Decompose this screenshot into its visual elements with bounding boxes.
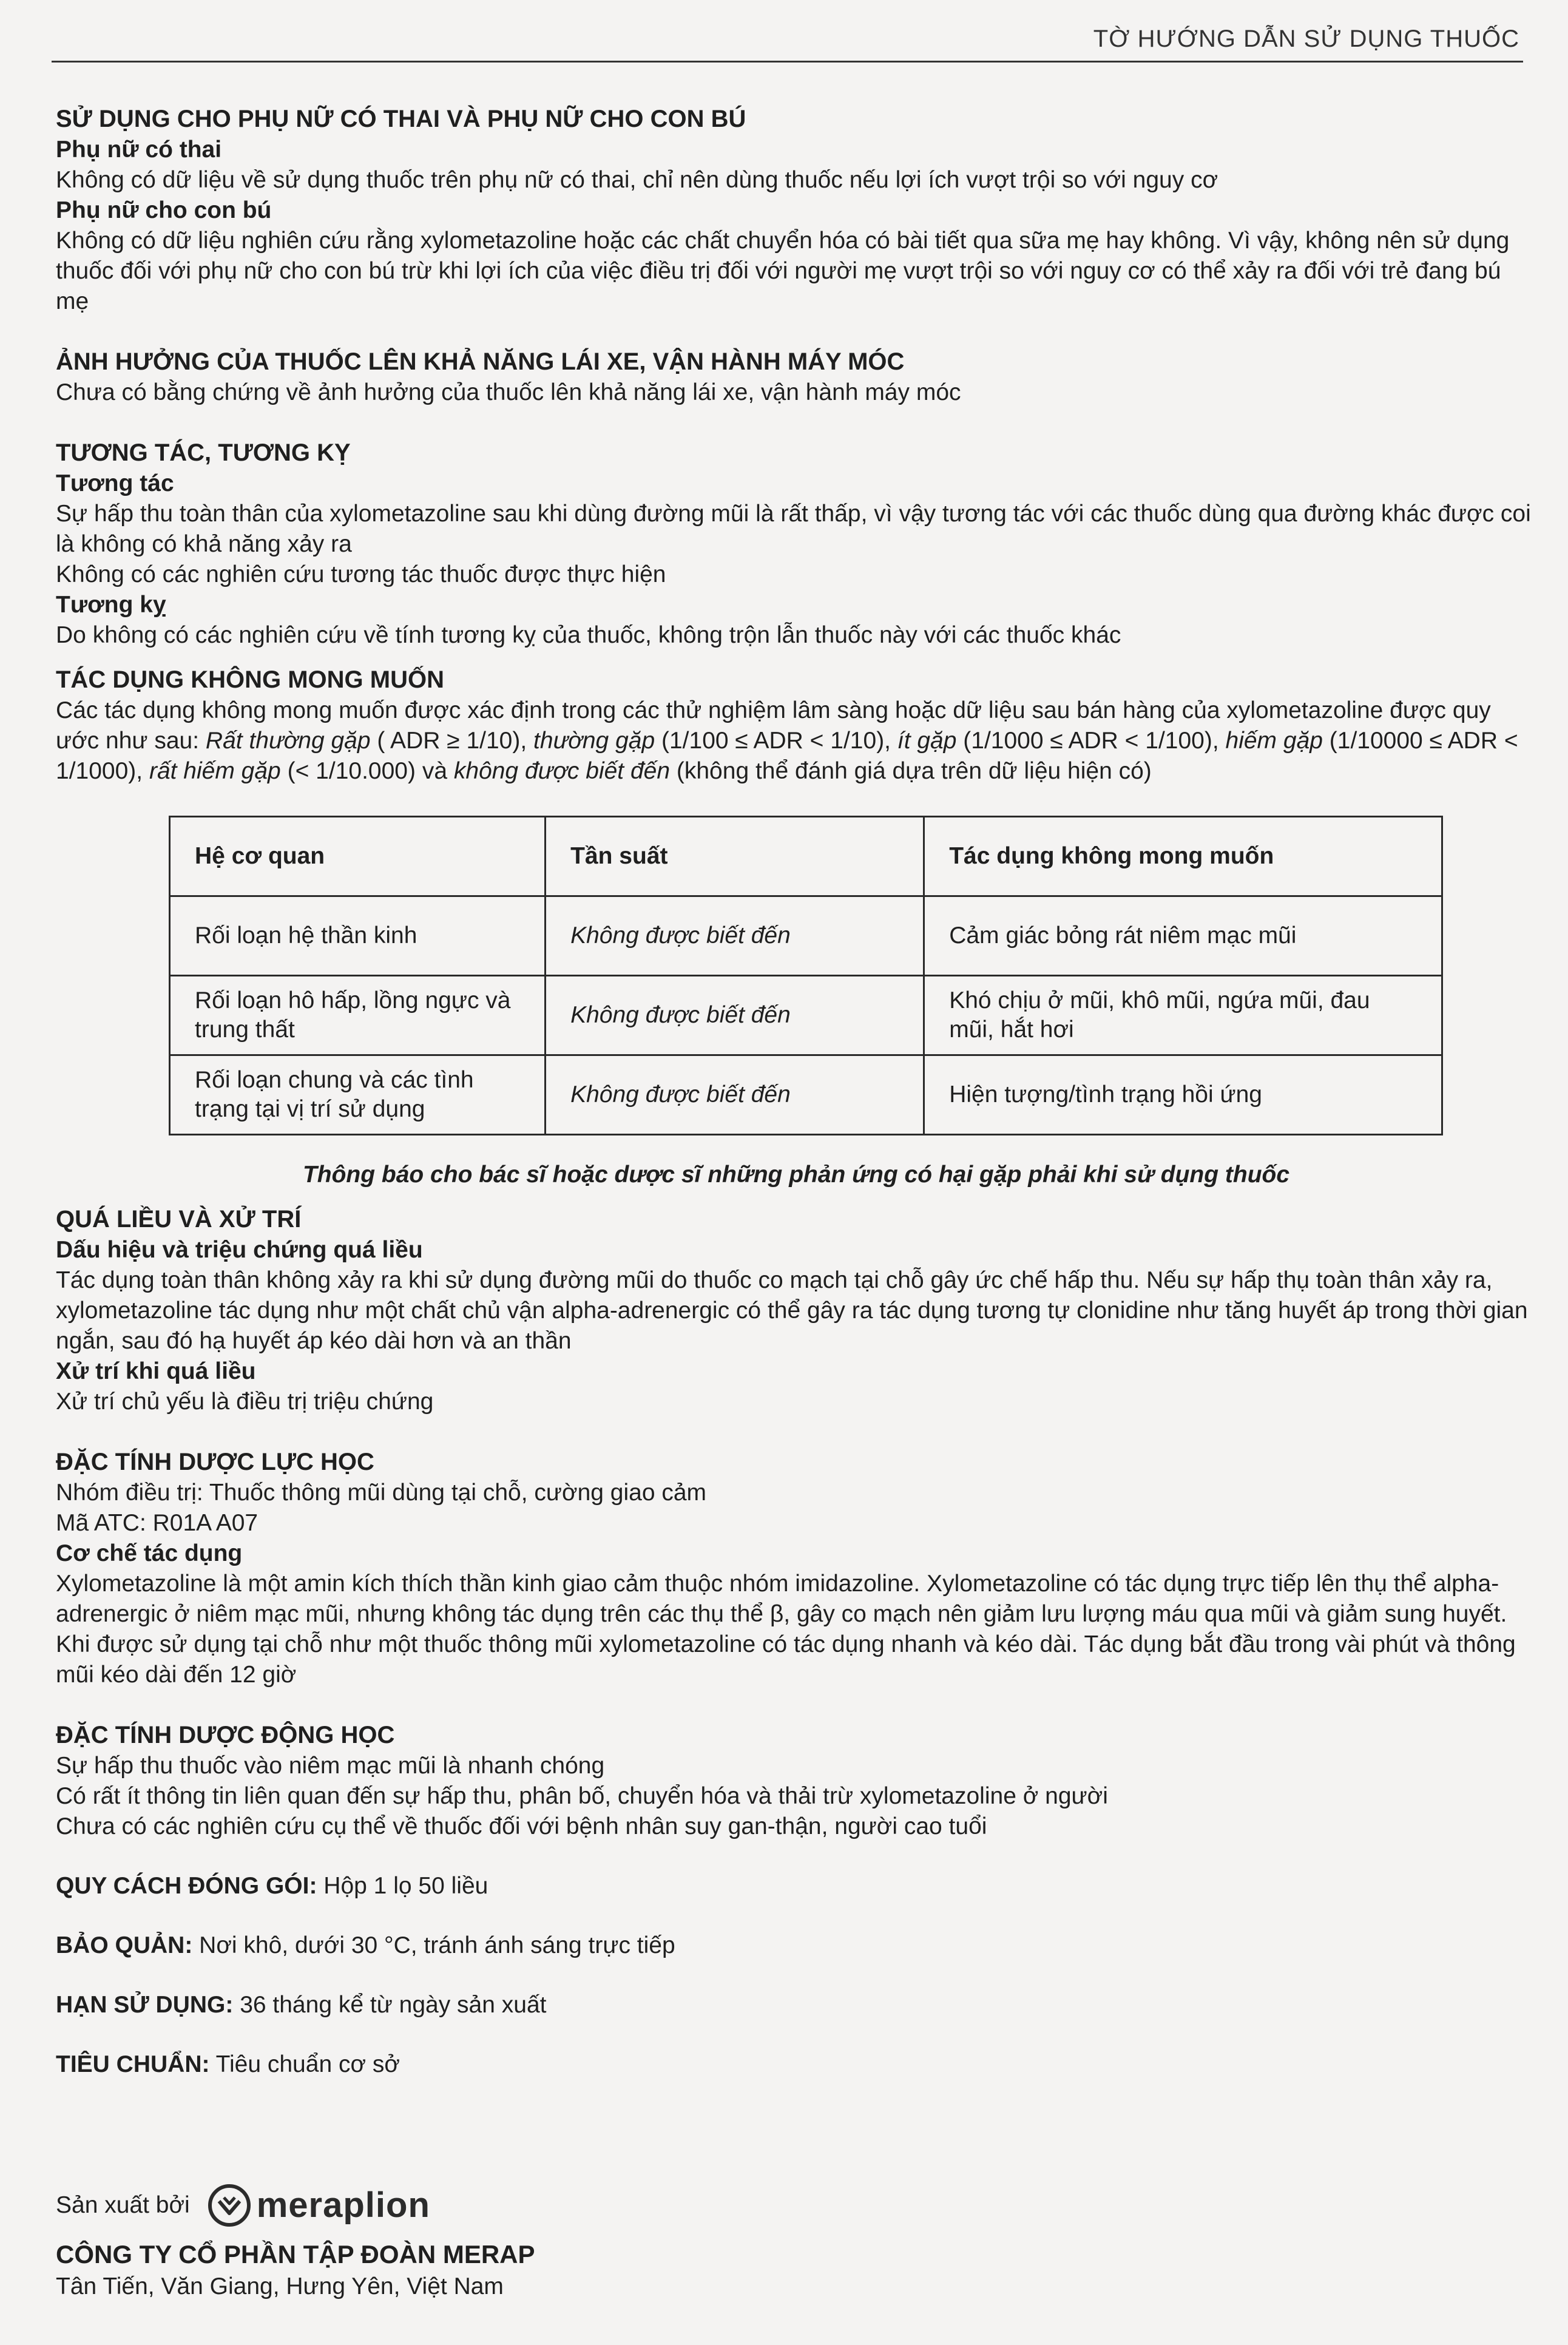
manufacturer-line	[56, 2183, 1536, 2228]
paragraph: Các tác dụng không mong muốn được xác định trong các thử nghiệm lâm sàng hoặc dữ liệu sau bán hàng của xylometazoline được quy ước như sau: Rất thường gặp ( ADR ≥ 1/10), thường gặp (1/100 ≤ ADR < 1/10), ít gặp (1/1000 ≤ ADR < 1/100), hiếm gặp (1/10000 ≤ ADR < 1/1000), rất hiếm gặp (< 1/10.000) và không được biết đến (không thể đánh giá dựa trên dữ liệu hiện có)	[56, 697, 1518, 784]
paragraph: Chưa có bằng chứng về ảnh hưởng của thuốc lên khả năng lái xe, vận hành máy móc	[56, 379, 961, 405]
table-cell: Không được biết đến	[546, 896, 924, 976]
company-address: Tân Tiến, Văn Giang, Hưng Yên, Việt Nam	[56, 2273, 504, 2299]
table-row	[170, 896, 1442, 976]
paragraph: Xử trí chủ yếu là điều trị triệu chứng	[56, 1389, 434, 1415]
meraplion-logo	[207, 2183, 430, 2228]
paragraph: Không có dữ liệu về sử dụng thuốc trên phụ nữ có thai, chỉ nên dùng thuốc nếu lợi ích vượt trội so với nguy cơ	[56, 167, 1218, 193]
section-pharmacokinetics	[56, 1719, 1536, 1842]
table-cell: Khó chịu ở mũi, khô mũi, ngứa mũi, đau mũi, hắt hơi	[924, 976, 1442, 1055]
table-header-row	[170, 817, 1442, 896]
section-pregnancy	[56, 103, 1536, 317]
paragraph: Sự hấp thu toàn thân của xylometazoline sau khi dùng đường mũi là rất thấp, vì vậy tương tác với các thuốc dùng qua đường khác được coi là không có khả năng xảy ra	[56, 501, 1531, 557]
subheading: Phụ nữ có thai	[56, 137, 222, 163]
standard-line: TIÊU CHUẨN: Tiêu chuẩn cơ sở	[56, 2051, 400, 2077]
table-cell: Không được biết đến	[546, 976, 924, 1055]
section-heading: ẢNH HƯỞNG CỦA THUỐC LÊN KHẢ NĂNG LÁI XE, VẬN HÀNH MÁY MÓC	[56, 348, 905, 375]
company-name: CÔNG TY CỔ PHẦN TẬP ĐOÀN MERAP	[56, 2240, 535, 2269]
adverse-report-note: Thông báo cho bác sĩ hoặc dược sĩ những phản ứng có hại gặp phải khi sử dụng thuốc	[302, 1162, 1290, 1188]
paragraph: Mã ATC: R01A A07	[56, 1510, 259, 1536]
section-heading: ĐẶC TÍNH DƯỢC ĐỘNG HỌC	[56, 1722, 395, 1748]
meraplion-logo-icon	[207, 2183, 252, 2228]
packaging-line: QUY CÁCH ĐÓNG GÓI: Hộp 1 lọ 50 liều	[56, 1873, 488, 1899]
column-header: Tần suất	[546, 817, 924, 896]
storage-line: BẢO QUẢN: Nơi khô, dưới 30 °C, tránh ánh sáng trực tiếp	[56, 1932, 675, 1958]
subheading: Xử trí khi quá liều	[56, 1358, 256, 1384]
adverse-effects-table-wrap	[169, 816, 1443, 1135]
section-heading: TÁC DỤNG KHÔNG MONG MUỐN	[56, 666, 444, 693]
table-cell: Rối loạn chung và các tình trạng tại vị trí sử dụng	[170, 1055, 546, 1135]
paragraph: Tác dụng toàn thân không xảy ra khi sử dụng đường mũi do thuốc co mạch tại chỗ gây ức chế hấp thu. Nếu sự hấp thụ toàn thân xảy ra, xylometazoline tác dụng như một chất chủ vận alpha-adrenergic có thể gây ra tác dụng tương tự clonidine như tăng huyết áp trong thời gian ngắn, sau đó hạ huyết áp kéo dài hơn và an thần	[56, 1267, 1528, 1354]
paragraph: Không có các nghiên cứu tương tác thuốc được thực hiện	[56, 561, 666, 587]
subheading: Cơ chế tác dụng	[56, 1540, 243, 1566]
section-pharmacodynamics	[56, 1446, 1536, 1690]
adverse-effects-table	[169, 816, 1443, 1135]
logo-wordmark: meraplion	[256, 2185, 430, 2225]
subheading: Phụ nữ cho con bú	[56, 197, 272, 223]
column-header: Hệ cơ quan	[170, 817, 546, 896]
subheading: Tương kỵ	[56, 592, 166, 618]
paragraph: Sự hấp thu thuốc vào niêm mạc mũi là nhanh chóng	[56, 1753, 605, 1779]
table-cell: Rối loạn hô hấp, lồng ngực và trung thất	[170, 976, 546, 1055]
subheading: Tương tác	[56, 470, 174, 496]
table-cell: Rối loạn hệ thần kinh	[170, 896, 546, 976]
paragraph: Không có dữ liệu nghiên cứu rằng xylometazoline hoặc các chất chuyển hóa có bài tiết qua sữa mẹ hay không. Vì vậy, không nên sử dụng thuốc đối với phụ nữ cho con bú trừ khi lợi ích của việc điều trị đối với người mẹ vượt trội so với nguy cơ có thể xảy ra đối với trẻ đang bú mẹ	[56, 228, 1510, 314]
section-heading: TƯƠNG TÁC, TƯƠNG KỴ	[56, 439, 351, 466]
section-adverse-effects	[56, 664, 1536, 1190]
paragraph: Nhóm điều trị: Thuốc thông mũi dùng tại chỗ, cường giao cảm	[56, 1480, 707, 1506]
section-overdose	[56, 1203, 1536, 1417]
section-driving	[56, 346, 1536, 408]
paragraph: Do không có các nghiên cứu về tính tương kỵ của thuốc, không trộn lẫn thuốc này với các thuốc khác	[56, 622, 1121, 648]
manufacturer-label: Sản xuất bởi	[56, 2192, 190, 2218]
document-content	[56, 103, 1536, 2302]
section-heading: ĐẶC TÍNH DƯỢC LỰC HỌC	[56, 1449, 374, 1475]
section-heading: QUÁ LIỀU VÀ XỬ TRÍ	[56, 1206, 302, 1233]
table-cell: Hiện tượng/tình trạng hồi ứng	[924, 1055, 1442, 1135]
header-title: TỜ HƯỚNG DẪN SỬ DỤNG THUỐC	[1093, 25, 1519, 52]
section-interactions	[56, 437, 1536, 651]
paragraph: Có rất ít thông tin liên quan đến sự hấp thu, phân bố, chuyển hóa và thải trừ xylometazoline ở người	[56, 1783, 1108, 1809]
table-cell: Không được biết đến	[546, 1055, 924, 1135]
table-row	[170, 1055, 1442, 1135]
table-cell: Cảm giác bỏng rát niêm mạc mũi	[924, 896, 1442, 976]
header-divider	[52, 61, 1523, 63]
paragraph: Xylometazoline là một amin kích thích thần kinh giao cảm thuộc nhóm imidazoline. Xylometazoline có tác dụng trực tiếp lên thụ thể alpha-adrenergic ở niêm mạc mũi, nhưng không tác dụng trên các thụ thể β, gây co mạch nên giảm lưu lượng máu qua mũi và giảm sung huyết. Khi được sử dụng tại chỗ như một thuốc thông mũi xylometazoline có tác dụng nhanh và kéo dài. Tác dụng bắt đầu trong vài phút và thông mũi kéo dài đến 12 giờ	[56, 1571, 1516, 1688]
table-row	[170, 976, 1442, 1055]
section-heading: SỬ DỤNG CHO PHỤ NỮ CÓ THAI VÀ PHỤ NỮ CHO CON BÚ	[56, 106, 746, 132]
subheading: Dấu hiệu và triệu chứng quá liều	[56, 1237, 423, 1263]
paragraph: Chưa có các nghiên cứu cụ thể về thuốc đối với bệnh nhân suy gan-thận, người cao tuổi	[56, 1813, 987, 1839]
column-header: Tác dụng không mong muốn	[924, 817, 1442, 896]
expiry-line: HẠN SỬ DỤNG: 36 tháng kể từ ngày sản xuất	[56, 1992, 547, 2018]
